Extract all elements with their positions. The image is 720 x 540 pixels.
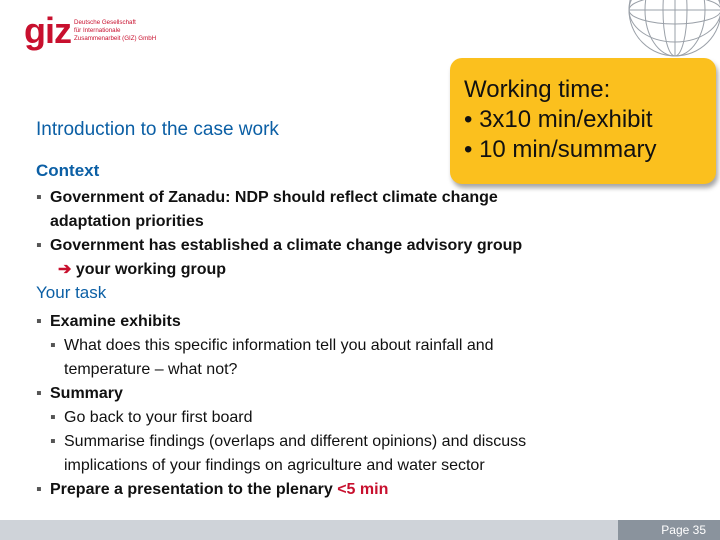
task-summary-sub-2-line-2: implications of your findings on agriculture and water sector <box>64 457 485 474</box>
context-bullet-2-text: your working group <box>75 261 227 278</box>
callout-exhibit-time: • 3x10 min/exhibit <box>464 106 653 133</box>
task-prepare-text: Prepare a presentation to the plenary <box>50 481 333 498</box>
task-summary-sub-1: ▪ Go back to your first board <box>36 406 526 430</box>
context-bullet <box>36 234 522 282</box>
task-list <box>36 310 526 502</box>
task-examine-sub-line-2: temperature – what not? <box>64 361 238 378</box>
context-heading: Context <box>36 161 100 180</box>
intro-title: Introduction to the case work <box>36 119 279 140</box>
context-bullet-2-line-2 <box>50 258 522 282</box>
org-line-2: für Internationale <box>74 27 121 34</box>
giz-organization-name <box>74 19 184 43</box>
page-number-box <box>618 520 720 540</box>
task-examine-sub <box>36 334 526 382</box>
task-summary-sub-2-line-1: ▪ Summarise findings (overlaps and different opinions) and discuss <box>64 433 527 450</box>
context-bullet-1-line-2: adaptation priorities <box>50 213 204 230</box>
callout-summary-time: • 10 min/summary <box>464 136 657 163</box>
context-list <box>36 186 522 282</box>
giz-logo <box>24 10 174 51</box>
task-summary: ▪ Summary <box>36 382 526 406</box>
page-number: Page 35 <box>661 523 706 537</box>
task-summary-sub-2 <box>36 430 526 478</box>
task-prepare-time: <5 min <box>337 481 389 498</box>
footer-bar <box>0 520 720 540</box>
context-bullet-2-line-1: ▪ Government has established a climate change advisory group <box>50 237 523 254</box>
working-time-callout <box>450 58 716 184</box>
context-bullet-1-line-1: ▪ Government of Zanadu: NDP should reflect climate change <box>50 189 498 206</box>
org-line-3: Zusammenarbeit (GIZ) GmbH <box>74 35 157 42</box>
task-prepare <box>36 478 526 502</box>
task-examine-sub-line-1: ▪ What does this specific information tell you about rainfall and <box>64 337 494 354</box>
callout-title: Working time: <box>464 76 611 103</box>
context-bullet <box>36 186 522 234</box>
arrow-right-icon: ➔ <box>58 261 72 278</box>
org-line-1: Deutsche Gesellschaft <box>74 19 136 26</box>
giz-logo-mark: giz <box>24 10 71 51</box>
your-task-heading: Your task <box>36 283 107 302</box>
globe-icon <box>610 0 720 60</box>
task-examine: ▪ Examine exhibits <box>36 310 526 334</box>
